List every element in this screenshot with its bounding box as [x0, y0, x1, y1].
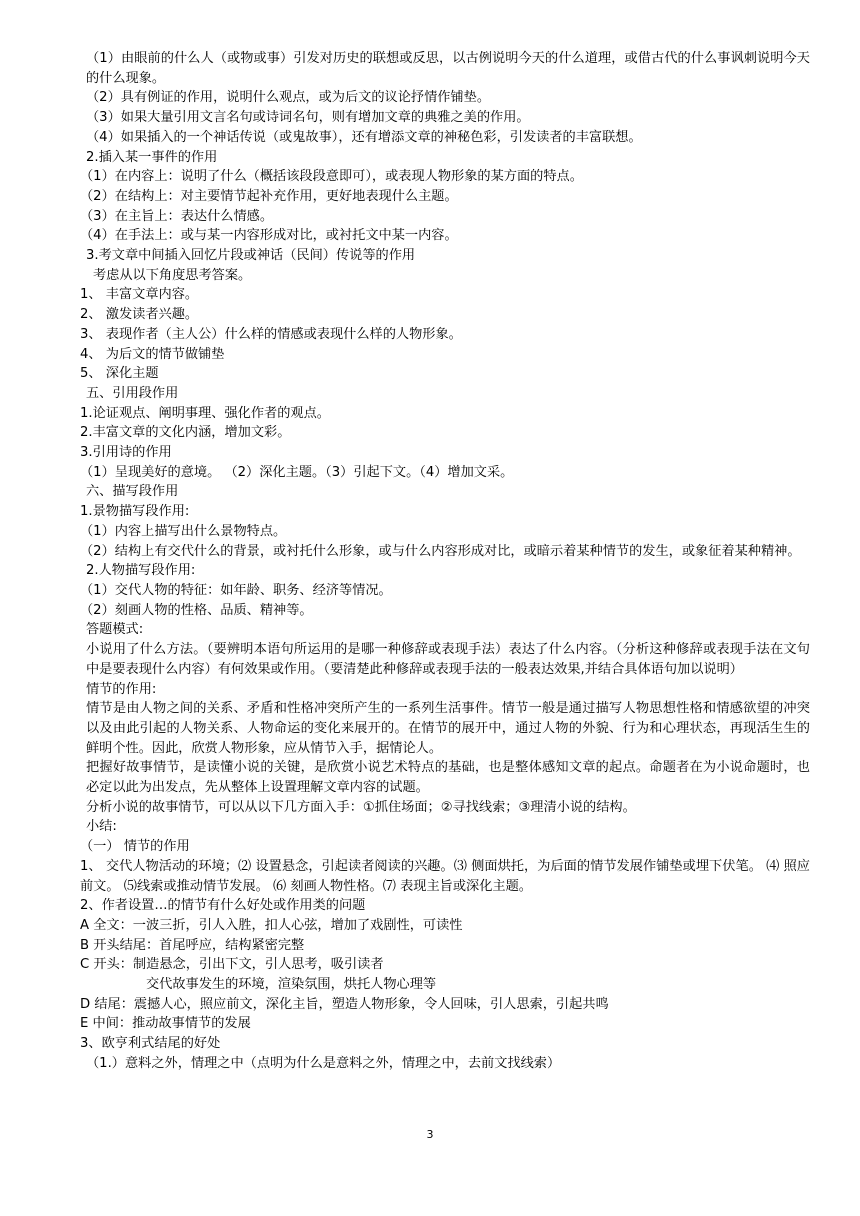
text-line: 交代故事发生的环境，渲染氛围，烘托人物心理等	[146, 977, 437, 993]
text-line: 3.考文章中间插入回忆片段或神话（民间）传说等的作用	[86, 248, 416, 264]
text-line: 1.论证观点、阐明事理、强化作者的观点。	[80, 405, 330, 421]
text-line: （2）刻画人物的性格、品质、精神等。	[80, 602, 313, 618]
text-line: B 开头结尾：首尾呼应，结构紧密完整	[80, 937, 305, 953]
text-line: A 全文：一波三折，引人入胜，扣人心弦，增加了戏剧性，可读性	[80, 917, 463, 933]
text-line: （4）如果插入的一个神话传说（或鬼故事），还有增添文章的神秘色彩，引发读者的丰富联想。	[86, 129, 642, 145]
text-line: （2）结构上有交代什么的背景，或衬托什么形象，或与什么内容形成对比，或暗示着某种情节的发生，或象征着某种精神。	[80, 543, 801, 559]
text-line: （3）在主旨上：表达什么情感。	[80, 208, 274, 224]
text-line: （1）内容上描写出什么景物特点。	[80, 523, 287, 539]
text-line: （1）由眼前的什么人（或物或事）引发对历史的联想或反思，以古例说明今天的什么道理，或借古代的什么事讽刺说明今天的什么现象。	[86, 51, 810, 86]
text-line: 2.丰富文章的文化内涵，增加文彩。	[80, 425, 291, 441]
text-line: 4、 为后文的情节做铺垫	[80, 346, 225, 362]
text-line: 小结:	[86, 819, 117, 835]
text-line: 六、描写段作用	[86, 484, 179, 500]
text-line: 1、 丰富文章内容。	[80, 287, 199, 303]
text-line: 3.引用诗的作用	[80, 445, 172, 461]
text-line: 分析小说的故事情节，可以从以下几方面入手：①抓住场面；②寻找线索；③理清小说的结构。	[86, 799, 636, 815]
text-line: D 结尾：震撼人心，照应前文，深化主旨，塑造人物形象，令人回味，引人思索，引起共鸣	[80, 996, 609, 1012]
text-line: 五、引用段作用	[86, 385, 179, 401]
text-line: 3、欧亨利式结尾的好处	[80, 1036, 221, 1052]
text-line: 3、 表现作者（主人公）什么样的情感或表现什么样的人物形象。	[80, 326, 462, 342]
text-line: （1）交代人物的特征：如年龄、职务、经济等情况。	[80, 582, 392, 598]
text-line: （4）在手法上：或与某一内容形成对比，或衬托文中某一内容。	[80, 228, 458, 244]
text-line: 把握好故事情节，是读懂小说的关键，是欣赏小说艺术特点的基础，也是整体感知文章的起点。命题者在为小说命题时，也必定以此为出发点，先从整体上设置理解文章内容的试题。	[86, 760, 810, 796]
text-line: 2、作者设置…的情节有什么好处或作用类的问题	[80, 898, 366, 914]
text-line: 考虑从以下角度思考答案。	[93, 267, 252, 283]
text-line: 小说用了什么方法。（要辨明本语句所运用的是哪一种修辞或表现手法）表达了什么内容。（分析这种修辞或表现手法在文句中是要表现什么内容）有何效果或作用。（要清楚此种修辞或表现手法的一般表达效果,并结合具体语句加以说明）	[86, 642, 810, 677]
text-line: 5、 深化主题	[80, 366, 159, 382]
text-line: （1）在内容上：说明了什么（概括该段段意即可），或表现人物形象的某方面的特点。	[80, 169, 583, 185]
text-line: 1、 交代人物活动的环境；⑵ 设置悬念，引起读者阅读的兴趣。⑶ 侧面烘托，为后面的情节发展作铺垫或埋下伏笔。 ⑷ 照应前文。 ⑸线索或推动情节发展。 ⑹ 刻画人物性格。⑺ 表现主旨或深化主题。	[80, 858, 810, 894]
page-number: 3	[426, 1128, 434, 1141]
text-line: （2）在结构上：对主要情节起补充作用，更好地表现什么主题。	[80, 188, 458, 204]
text-line: 2.人物描写段作用:	[86, 563, 196, 579]
text-line: （3）如果大量引用文言名句或诗词名句，则有增加文章的典雅之美的作用。	[86, 110, 530, 126]
text-line: 情节的作用:	[86, 681, 157, 697]
text-line: （一） 情节的作用	[80, 839, 190, 855]
text-line: 2.插入某一事件的作用	[86, 149, 218, 165]
text-line: 2、 激发读者兴趣。	[80, 307, 199, 323]
text-line: 答题模式:	[86, 622, 144, 638]
text-line: （1.）意料之外，情理之中（点明为什么是意料之外，情理之中，去前文找线索）	[86, 1055, 561, 1071]
text-line: 情节是由人物之间的关系、矛盾和性格冲突所产生的一系列生活事件。情节一般是通过描写人物思想性格和情感欲望的冲突以及由此引起的人物关系、人物命运的变化来展开的。在情节的展开中，通过人物的外貌、行为和心理状态，再现活生生的鲜明个性。因此，欣赏人物形象，应从情节入手，据情论人。	[86, 701, 810, 756]
document-body	[80, 49, 810, 1074]
text-line: （2）具有例证的作用，说明什么观点，或为后文的议论抒情作铺垫。	[86, 90, 491, 106]
text-line: E 中间：推动故事情节的发展	[80, 1016, 251, 1032]
text-line: （1）呈现美好的意境。 （2）深化主题。（3）引起下文。（4）增加文采。	[80, 464, 514, 480]
text-line: 1.景物描写段作用:	[80, 504, 190, 520]
text-line: C 开头：制造悬念，引出下文，引人思考，吸引读者	[80, 957, 384, 973]
